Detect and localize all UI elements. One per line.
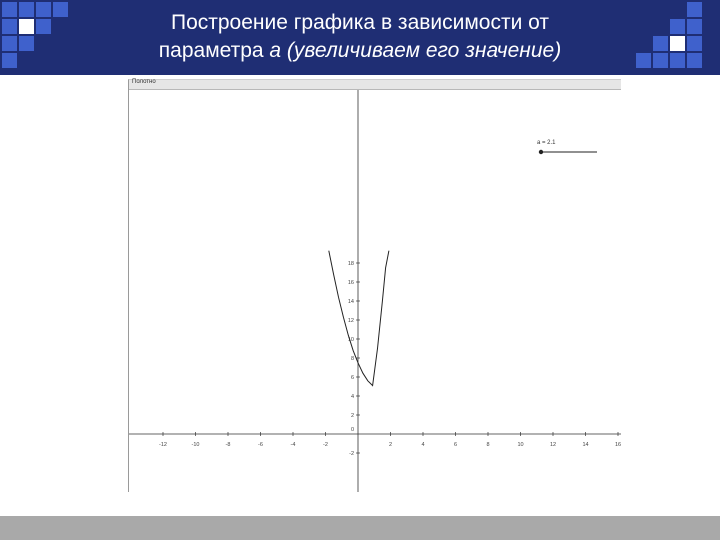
title-line-1: Построение графика в зависимости от	[170, 11, 549, 34]
slide-footer-bar	[0, 516, 720, 540]
x-tick-label: 6	[453, 442, 458, 448]
y-tick-label: 8	[350, 356, 354, 362]
x-tick-label: 10	[517, 442, 524, 448]
x-tick-label: 4	[421, 442, 425, 448]
y-tick-label: 6	[350, 375, 354, 381]
x-tick-label: -2	[323, 442, 328, 448]
y-tick-label: 12	[347, 318, 354, 324]
y-tick-label: -2	[349, 451, 354, 457]
y-tick-label: 2	[350, 413, 354, 419]
graph-canvas[interactable]	[129, 80, 621, 492]
x-tick-label: 12	[549, 442, 557, 448]
graphics-window[interactable]	[128, 79, 621, 492]
slide-header	[0, 0, 720, 75]
title-line-2	[85, 37, 635, 65]
graph-curve	[329, 251, 389, 386]
x-tick-label: -10	[191, 442, 200, 448]
slider-knob[interactable]	[539, 150, 543, 154]
y-tick-label: 4	[350, 394, 354, 400]
x-tick-label: -8	[225, 442, 231, 448]
window-title: Полотно	[132, 79, 156, 85]
title-line-2-italic: a (увеличиваем его значение)	[269, 39, 562, 62]
origin-label: 0	[350, 427, 354, 433]
y-tick-label: 10	[347, 337, 354, 343]
y-tick-label: 14	[347, 299, 354, 305]
x-tick-label: -12	[159, 442, 167, 448]
slide-title	[85, 9, 635, 65]
x-tick-label: 2	[388, 442, 393, 448]
y-tick-label: 18	[347, 261, 354, 267]
title-line-2-prefix: параметра	[158, 39, 270, 62]
x-tick-label: 14	[582, 442, 589, 448]
y-tick-label: 16	[347, 280, 354, 286]
slider-label: a = 2.1	[537, 140, 556, 146]
x-tick-label: 8	[486, 442, 490, 448]
x-tick-label: -6	[258, 442, 263, 448]
x-tick-label: 16	[614, 442, 621, 448]
x-tick-label: -4	[290, 442, 296, 448]
